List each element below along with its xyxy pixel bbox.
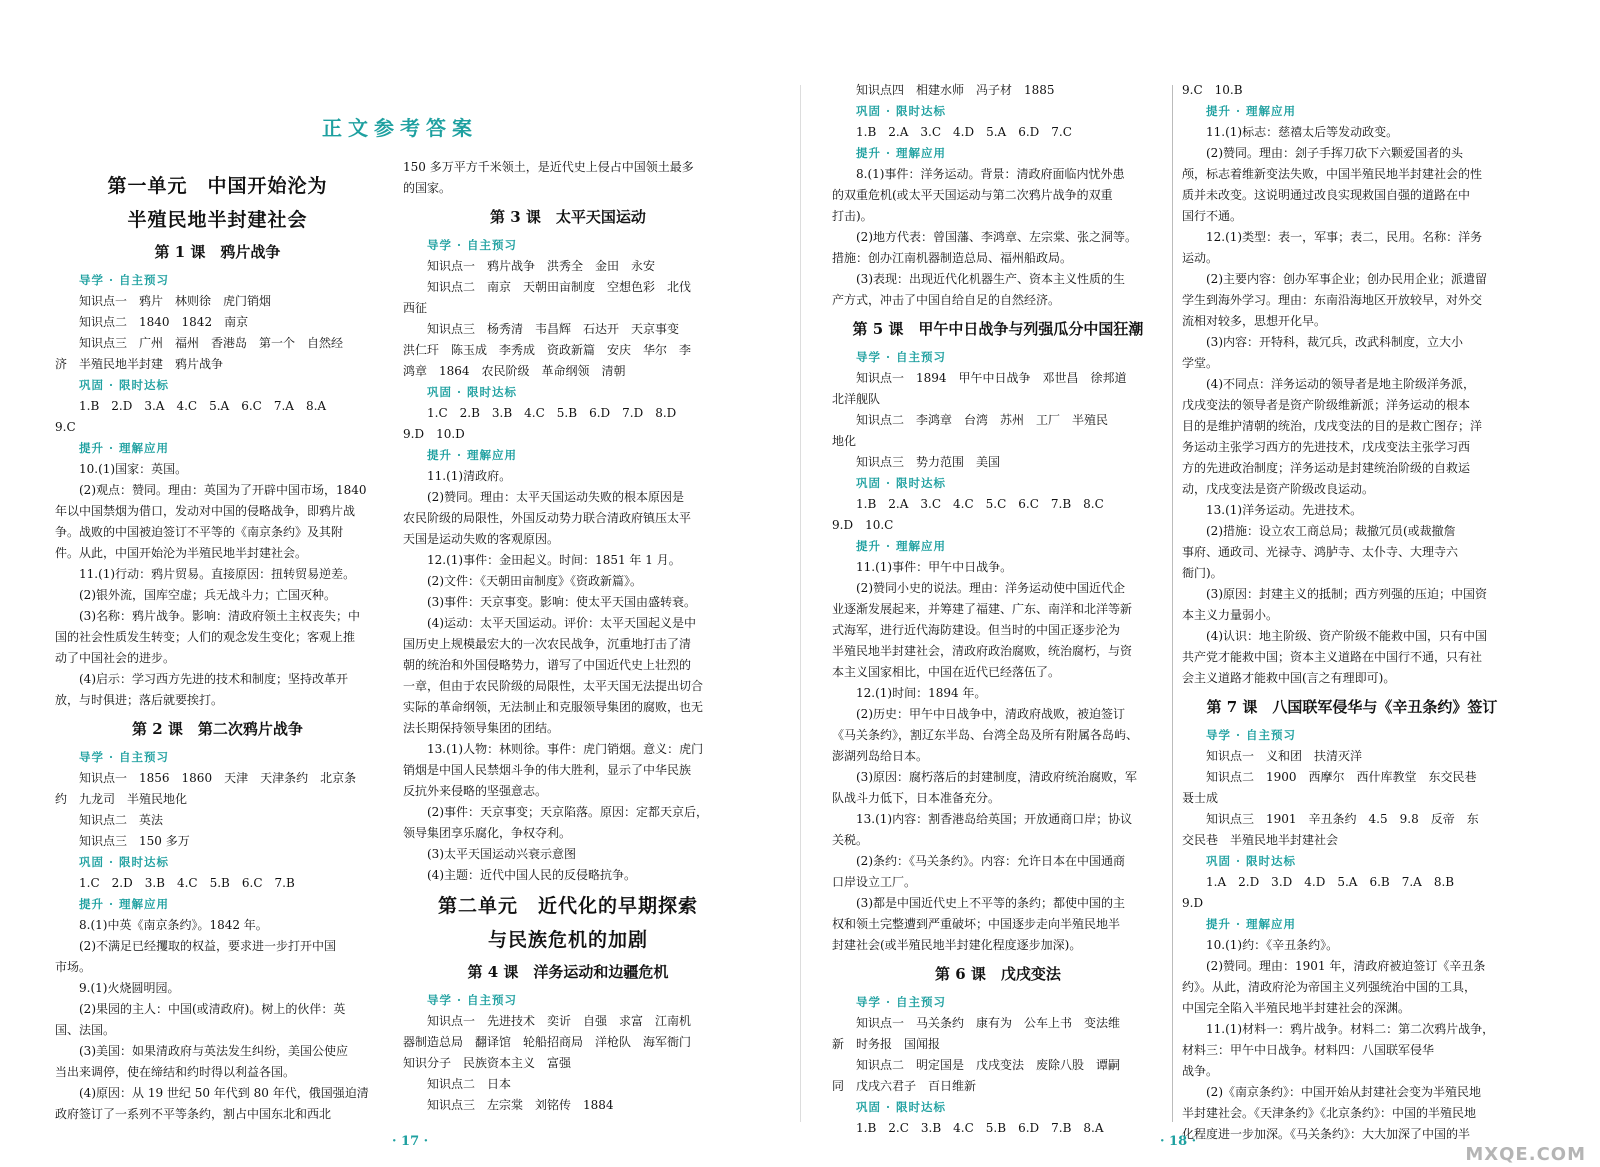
answer-line: 半殖民地半封建社会，清政府政治腐败，统治腐朽，与资	[832, 644, 1133, 658]
answer-line: 知识点二 日本	[427, 1077, 512, 1091]
answer-line: 半封建社会。《天津条约》《北京条约》：中国的半殖民地	[1182, 1106, 1477, 1120]
answer-line: 知识点一 马关条约 康有为 公车上书 变法维	[856, 1016, 1121, 1030]
answer-line: 150 多万平方千米领土，是近代史上侵占中国领土最多	[403, 160, 694, 174]
column-right-1	[832, 80, 1164, 1135]
section-tag-line	[55, 747, 380, 768]
answer-line: 知识点四 相建水师 冯子材 1885	[856, 83, 1055, 97]
answer-line: 同 戊戌六君子 百日维新	[832, 1079, 977, 1093]
lesson-heading: 第 5 课 甲午中日战争与列强瓜分中国狂潮	[852, 320, 1144, 338]
section-tag: 提升 · 理解应用	[1206, 917, 1297, 931]
unit-heading: 半殖民地半封建社会	[127, 209, 308, 231]
section-tag: 提升 · 理解应用	[1206, 104, 1297, 118]
answer-line: 权和领土完整遭到严重破坏；中国逐步走向半殖民地半	[832, 917, 1121, 931]
answer-line: 聂士成	[1182, 791, 1219, 805]
answer-line: 共产党才能救中国；资本主义道路在中国行不通，只有社	[1182, 650, 1483, 664]
answer-line: 9.D 10.D	[403, 427, 465, 441]
answer-line: 知识点二 1900 西摩尔 西什库教堂 东交民巷	[1206, 770, 1477, 784]
answer-line: (2)银外流，国库空虚；兵无战斗力；亡国灭种。	[79, 588, 336, 602]
section-tag: 巩固 · 限时达标	[856, 1100, 947, 1114]
answer-line: (3)名称：鸦片战争。影响：清政府领土主权丧失；中	[79, 609, 361, 623]
answer-line: 反抗外来侵略的坚强意志。	[403, 784, 548, 798]
answer-line: 国行不通。	[1182, 209, 1243, 223]
section-tag-line	[832, 101, 1164, 122]
answer-line: 方的先进政治制度；洋务运动是封建统治阶级的自救运	[1182, 461, 1471, 475]
lesson-heading: 第 1 课 鸦片战争	[154, 243, 281, 261]
answer-line: 式海军，进行近代海防建设。但当时的中国正逐步沦为	[832, 623, 1121, 637]
answer-line: 鸿章 1864 农民阶级 革命纲领 清朝	[403, 364, 626, 378]
answer-line: 约》。从此，清政府沦为帝国主义列强统治中国的工具，	[1182, 980, 1477, 994]
answer-line: 13.(1)洋务运动。先进技术。	[1206, 503, 1363, 517]
answer-line: 目的是维护清朝的统治，戊戌变法的目的是救亡图存；洋	[1182, 419, 1483, 433]
answer-line: 的国家。	[403, 181, 452, 195]
answer-line: (2)《南京条约》：中国开始从封建社会变为半殖民地	[1206, 1085, 1482, 1099]
answer-line: 措施：创办江南机器制造总局、福州船政局。	[832, 251, 1073, 265]
answer-line: (2)措施：设立农工商总局；裁撤冗员(或裁撤詹	[1206, 524, 1456, 538]
answer-line: 本主义国家相比，中国在近代已经落伍了。	[832, 665, 1061, 679]
section-tag-line	[55, 438, 380, 459]
answer-line: (2)条约：《马关条约》。内容：允许日本在中国通商	[856, 854, 1126, 868]
section-tag-line	[55, 375, 380, 396]
answer-line: (4)运动：太平天国运动。评价：太平天国起义是中	[427, 616, 696, 630]
answer-line: 知识分子 民族资本主义 富强	[403, 1056, 572, 1070]
answer-line: 1.B 2.A 3.C 4.D 5.A 6.D 7.C	[856, 125, 1072, 139]
answer-line: 关税。	[832, 833, 869, 847]
section-tag-line	[1182, 101, 1522, 122]
unit-heading: 与民族危机的加剧	[487, 929, 648, 951]
answer-line: 知识点三 广州 福州 香港岛 第一个 自然经	[79, 336, 344, 350]
answer-line: 8.(1)事件：洋务运动。背景：清政府面临内忧外患	[856, 167, 1125, 181]
answer-line: 务运动主张学习西方的先进技术，戊戌变法主张学习西	[1182, 440, 1471, 454]
answer-line: (3)原因：腐朽落后的封建制度，清政府统治腐败，军	[856, 770, 1138, 784]
section-tag: 导学 · 自主预习	[1206, 728, 1297, 742]
lesson-heading: 第 3 课 太平天国运动	[490, 208, 646, 226]
answer-line: 1.B 2.A 3.C 4.C 5.C 6.C 7.B 8.C	[856, 497, 1104, 511]
answer-line: 知识点一 义和团 扶清灭洋	[1206, 749, 1363, 763]
answer-line: 国的社会性质发生转变；人们的观念发生变化；客观上推	[55, 630, 356, 644]
section-tag: 提升 · 理解应用	[427, 448, 518, 462]
section-tag-line	[1182, 725, 1522, 746]
section-tag: 提升 · 理解应用	[79, 441, 170, 455]
answer-line: 知识点二 南京 天朝田亩制度 空想色彩 北伐	[427, 280, 692, 294]
answer-line: 知识点三 杨秀清 韦昌辉 石达开 天京事变	[427, 322, 680, 336]
answer-line: 11.(1)材料一：鸦片战争。材料二：第二次鸦片战争，	[1206, 1022, 1495, 1036]
answer-line: 实际的革命纲领，无法制止和克服领导集团的腐败，也无	[403, 700, 704, 714]
answer-line: 的双重危机(或太平天国运动与第二次鸦片战争的双重	[832, 188, 1113, 202]
answer-line: 知识点一 先进技术 奕䜣 自强 求富 江南机	[427, 1014, 692, 1028]
answer-line: 政府签订了一系列不平等条约，割占中国东北和西北	[55, 1107, 332, 1121]
section-tag: 导学 · 自主预习	[427, 238, 518, 252]
answer-line: 13.(1)内容：割香港岛给英国；开放通商口岸；协议	[856, 812, 1133, 826]
section-tag-line	[1182, 851, 1522, 872]
section-tag: 提升 · 理解应用	[856, 539, 947, 553]
answer-line: 销烟是中国人民禁烟斗争的伟大胜利，显示了中华民族	[403, 763, 692, 777]
answer-line: 法长期保持领导集团的团结。	[403, 721, 560, 735]
answer-line: 洪仁玕 陈玉成 李秀成 资政新篇 安庆 华尔 李	[403, 343, 692, 357]
section-tag-line	[832, 992, 1164, 1013]
section-tag-line	[832, 536, 1164, 557]
answer-line: 9.D 10.C	[832, 518, 894, 532]
answer-line: (2)赞同。理由：刽子手挥刀砍下六颗爱国者的头	[1206, 146, 1463, 160]
page-number-right: · 18 ·	[1160, 1134, 1197, 1149]
answer-line: 战争。	[1182, 1064, 1219, 1078]
answer-line: 颅，标志着维新变法失败，中国半殖民地半封建社会的性	[1182, 167, 1483, 181]
section-tag: 导学 · 自主预习	[427, 993, 518, 1007]
section-tag-line	[832, 473, 1164, 494]
answer-line: 产方式，冲击了中国自给自足的自然经济。	[832, 293, 1061, 307]
section-tag: 巩固 · 限时达标	[79, 378, 170, 392]
section-tag-line	[55, 270, 380, 291]
answer-line: 知识点三 势力范围 美国	[856, 455, 1001, 469]
answer-line: 戊戌变法的领导者是资产阶级维新派；洋务运动的根本	[1182, 398, 1471, 412]
answer-line: 知识点一 1894 甲午中日战争 邓世昌 徐邦道	[856, 371, 1127, 385]
answer-line: (2)赞同。理由：1901 年，清政府被迫签订《辛丑条	[1206, 959, 1486, 973]
answer-line: 西征	[403, 301, 428, 315]
answer-line: 13.(1)人物：林则徐。事件：虎门销烟。意义：虎门	[427, 742, 704, 756]
section-tag: 导学 · 自主预习	[79, 273, 170, 287]
answer-line: 1.A 2.D 3.D 4.D 5.A 6.B 7.A 8.B	[1206, 875, 1455, 889]
answer-line: 12.(1)事件：金田起义。时间：1851 年 1 月。	[427, 553, 681, 567]
answer-line: 知识点二 1840 1842 南京	[79, 315, 249, 329]
unit-heading: 第二单元 近代化的早期探索	[437, 895, 698, 917]
answer-line: 1.B 2.C 3.B 4.C 5.B 6.D 7.B 8.A	[856, 1121, 1104, 1135]
answer-line: 口岸设立工厂。	[832, 875, 917, 889]
section-tag: 导学 · 自主预习	[79, 750, 170, 764]
watermark-site: MXQE.COM	[1465, 1144, 1586, 1165]
answer-line: (3)原因：封建主义的抵制；西方列强的压迫；中国资	[1206, 587, 1488, 601]
section-tag-line	[403, 235, 733, 256]
section-tag-line	[403, 990, 733, 1011]
answer-line: 封建社会(或半殖民地半封建化程度逐步加深)。	[832, 938, 1082, 952]
answer-line: 动了中国社会的进步。	[55, 651, 176, 665]
answer-line: 约 九龙司 半殖民地化	[55, 792, 188, 806]
answer-line: 争。战败的中国被迫签订不平等的《南京条约》及其附	[55, 525, 344, 539]
answer-line: 新 时务报 国闻报	[832, 1037, 941, 1051]
answer-line: 1.C 2.D 3.B 4.C 5.B 6.C 7.B	[79, 876, 295, 890]
lesson-heading: 第 2 课 第二次鸦片战争	[132, 720, 303, 738]
answer-line: 材料三：甲午中日战争。材料四：八国联军侵华	[1182, 1043, 1435, 1057]
section-tag: 提升 · 理解应用	[79, 897, 170, 911]
answer-line: 12.(1)类型：表一，军事；表二，民用。名称：洋务	[1206, 230, 1483, 244]
answer-line: 济 半殖民地半封建 鸦片战争	[55, 357, 224, 371]
answer-line: 知识点二 明定国是 戊戌变法 废除八股 谭嗣	[856, 1058, 1121, 1072]
answer-line: (4)原因：从 19 世纪 50 年代到 80 年代，俄国强迫清	[79, 1086, 369, 1100]
page-number-left: · 17 ·	[392, 1134, 429, 1149]
answer-line: 10.(1)国家：英国。	[79, 462, 188, 476]
answer-line: 《马关条约》，割辽东半岛、台湾全岛及所有附属各岛屿、	[832, 728, 1139, 742]
section-tag: 巩固 · 限时达标	[427, 385, 518, 399]
answer-line: 运动。	[1182, 251, 1219, 265]
answer-line: 动，戊戌变法是资产阶级改良运动。	[1182, 482, 1375, 496]
answer-line: 质并未改变。这说明通过改良实现救国自强的道路在中	[1182, 188, 1471, 202]
answer-line: (4)启示：学习西方先进的技术和制度；坚持改革开	[79, 672, 348, 686]
answer-line: 11.(1)清政府。	[427, 469, 512, 483]
answer-line: 交民巷 半殖民地半封建社会	[1182, 833, 1339, 847]
column-right-2	[1182, 80, 1522, 1141]
answer-line: 北洋舰队	[832, 392, 881, 406]
answer-line: (2)观点：赞同。理由：英国为了开辟中国市场，1840	[79, 483, 367, 497]
page-title: 正文参考答案	[322, 116, 478, 140]
section-tag: 提升 · 理解应用	[856, 146, 947, 160]
answer-line: 农民阶级的局限性，外国反动势力联合清政府镇压太平	[403, 511, 692, 525]
lesson-heading: 第 7 课 八国联军侵华与《辛丑条约》签订	[1206, 698, 1498, 716]
answer-line: 打击)。	[832, 209, 873, 223]
section-tag: 巩固 · 限时达标	[856, 104, 947, 118]
answer-line: 12.(1)时间：1894 年。	[856, 686, 987, 700]
section-tag: 导学 · 自主预习	[856, 350, 947, 364]
answer-line: (2)不满足已经攫取的权益，要求进一步打开中国	[79, 939, 336, 953]
answer-line: 业逐渐发展起来，并筹建了福建、广东、南洋和北洋等新	[832, 602, 1133, 616]
answer-line: 国、法国。	[55, 1023, 116, 1037]
answer-line: (3)表现：出现近代化机器生产、资本主义性质的生	[856, 272, 1125, 286]
answer-line: 澎湖列岛给日本。	[832, 749, 929, 763]
answer-line: 会主义道路才能救中国(言之有理即可)。	[1182, 671, 1396, 685]
answer-line: 学生到海外学习。理由：东南沿海地区开放较早，对外交	[1182, 293, 1483, 307]
answer-line: 学堂。	[1182, 356, 1219, 370]
answer-line: (3)都是中国近代史上不平等的条约；都使中国的主	[856, 896, 1125, 910]
lesson-heading: 第 4 课 洋务运动和边疆危机	[467, 963, 669, 981]
answer-line: (2)文件：《天朝田亩制度》《资政新篇》。	[427, 574, 642, 588]
answer-line: (2)赞同。理由：太平天国运动失败的根本原因是	[427, 490, 684, 504]
answer-line: 器制造总局 翻译馆 轮船招商局 洋枪队 海军衙门	[403, 1035, 692, 1049]
answer-line: 国历史上规模最宏大的一次农民战争，沉重地打击了清	[403, 637, 692, 651]
answer-line: 知识点二 李鸿章 台湾 苏州 工厂 半殖民	[856, 413, 1109, 427]
answer-line: 一章，但由于农民阶级的局限性，太平天国无法提出切合	[403, 679, 704, 693]
answer-line: (3)事件：天京事变。影响：使太平天国由盛转衰。	[427, 595, 696, 609]
answer-line: 天国是运动失败的客观原因。	[403, 532, 560, 546]
answer-line: 知识点一 鸦片 林则徐 虎门销烟	[79, 294, 272, 308]
answer-line: 地化	[832, 434, 857, 448]
answer-line: (2)历史：甲午中日战争中，清政府战败，被迫签订	[856, 707, 1125, 721]
section-tag-line	[832, 347, 1164, 368]
section-tag-line	[403, 445, 733, 466]
unit-heading: 第一单元 中国开始沦为	[107, 175, 328, 197]
answer-line: 知识点一 1856 1860 天津 天津条约 北京条	[79, 771, 357, 785]
answer-line: (2)地方代表：曾国藩、李鸿章、左宗棠、张之洞等。	[856, 230, 1138, 244]
column-left-2	[403, 157, 733, 1127]
column-left-1	[55, 166, 380, 1127]
answer-line: 知识点三 1901 辛丑条约 4.5 9.8 反帝 东	[1206, 812, 1479, 826]
answer-line: 本主义力量弱小。	[1182, 608, 1279, 622]
section-tag: 巩固 · 限时达标	[1206, 854, 1297, 868]
section-tag-line	[832, 143, 1164, 164]
answer-line: 9.(1)火烧圆明园。	[79, 981, 180, 995]
section-tag-line	[55, 894, 380, 915]
section-tag-line	[55, 852, 380, 873]
answer-line: 知识点三 150 多万	[79, 834, 190, 848]
page-gutter-divider	[800, 85, 801, 1122]
answer-line: 领导集团享乐腐化，争权夺利。	[403, 826, 572, 840]
lesson-heading: 第 6 课 戊戌变法	[935, 965, 1061, 983]
section-tag: 巩固 · 限时达标	[856, 476, 947, 490]
section-tag: 巩固 · 限时达标	[79, 855, 170, 869]
answer-line: 知识点二 英法	[79, 813, 164, 827]
answer-line: 事府、通政司、光禄寺、鸿胪寺、太仆寺、大理寺六	[1182, 545, 1459, 559]
answer-line: 11.(1)事件：甲午中日战争。	[856, 560, 1013, 574]
answer-line: 队战斗力低下，日本准备充分。	[832, 791, 1001, 805]
answer-line: 9.C 10.B	[1182, 83, 1243, 97]
column-divider	[1172, 85, 1173, 1122]
answer-line: 衙门)。	[1182, 566, 1223, 580]
answer-line: (4)主题：近代中国人民的反侵略抗争。	[427, 868, 636, 882]
answer-line: (2)事件：天京事变；天京陷落。原因：定都天京后，	[427, 805, 709, 819]
answer-line: 件。从此，中国开始沦为半殖民地半封建社会。	[55, 546, 308, 560]
answer-line: 8.(1)中英《南京条约》。1842 年。	[79, 918, 268, 932]
section-tag-line	[832, 1097, 1164, 1118]
watermark	[1442, 1109, 1592, 1167]
answer-line: 放，与时俱进；落后就要挨打。	[55, 693, 224, 707]
answer-line: (3)内容：开特科，裁冗兵，改武科制度，立大小	[1206, 335, 1463, 349]
answer-line: (2)赞同小史的说法。理由：洋务运动使中国近代企	[856, 581, 1125, 595]
answer-line: 年以中国禁烟为借口，发动对中国的侵略战争，即鸦片战	[55, 504, 356, 518]
answer-line: (2)主要内容：创办军事企业；创办民用企业；派遣留	[1206, 272, 1488, 286]
answer-line: 11.(1)行动：鸦片贸易。直接原因：扭转贸易逆差。	[79, 567, 356, 581]
answer-line: (3)美国：如果清政府与英法发生纠纷，美国公使应	[79, 1044, 348, 1058]
answer-line: 朝的统治和外国侵略势力，谱写了中国近代史上壮烈的	[403, 658, 692, 672]
answer-line: 化程度进一步加深。《马关条约》：大大加深了中国的半	[1182, 1127, 1471, 1141]
answer-line: 中国完全陷入半殖民地半封建社会的深渊。	[1182, 1001, 1411, 1015]
answer-line: (4)不同点：洋务运动的领导者是地主阶级洋务派，	[1206, 377, 1475, 391]
answer-line: 知识点三 左宗棠 刘铭传 1884	[427, 1098, 614, 1112]
answer-line: 11.(1)标志：慈禧太后等发动政变。	[1206, 125, 1399, 139]
answer-line: 9.D	[1182, 896, 1204, 910]
answer-line: (4)认识：地主阶级、资产阶级不能救中国，只有中国	[1206, 629, 1488, 643]
answer-line: (3)太平天国运动兴衰示意图	[427, 847, 576, 861]
answer-line: 当出来调停，使在缔结和约时得以利益各国。	[55, 1065, 296, 1079]
answer-line: (2)果园的主人：中国(或清政府)。树上的伙伴：英	[79, 1002, 346, 1016]
section-tag: 导学 · 自主预习	[856, 995, 947, 1009]
answer-line: 知识点一 鸦片战争 洪秀全 金田 永安	[427, 259, 656, 273]
section-tag-line	[403, 382, 733, 403]
answer-line: 流相对较多，思想开化早。	[1182, 314, 1327, 328]
section-tag-line	[1182, 914, 1522, 935]
answer-line: 市场。	[55, 960, 92, 974]
answer-line: 10.(1)约：《辛丑条约》。	[1206, 938, 1339, 952]
answer-line: 1.B 2.D 3.A 4.C 5.A 6.C 7.A 8.A	[79, 399, 327, 413]
answer-line: 9.C	[55, 420, 76, 434]
answer-line: 1.C 2.B 3.B 4.C 5.B 6.D 7.D 8.D	[427, 406, 677, 420]
